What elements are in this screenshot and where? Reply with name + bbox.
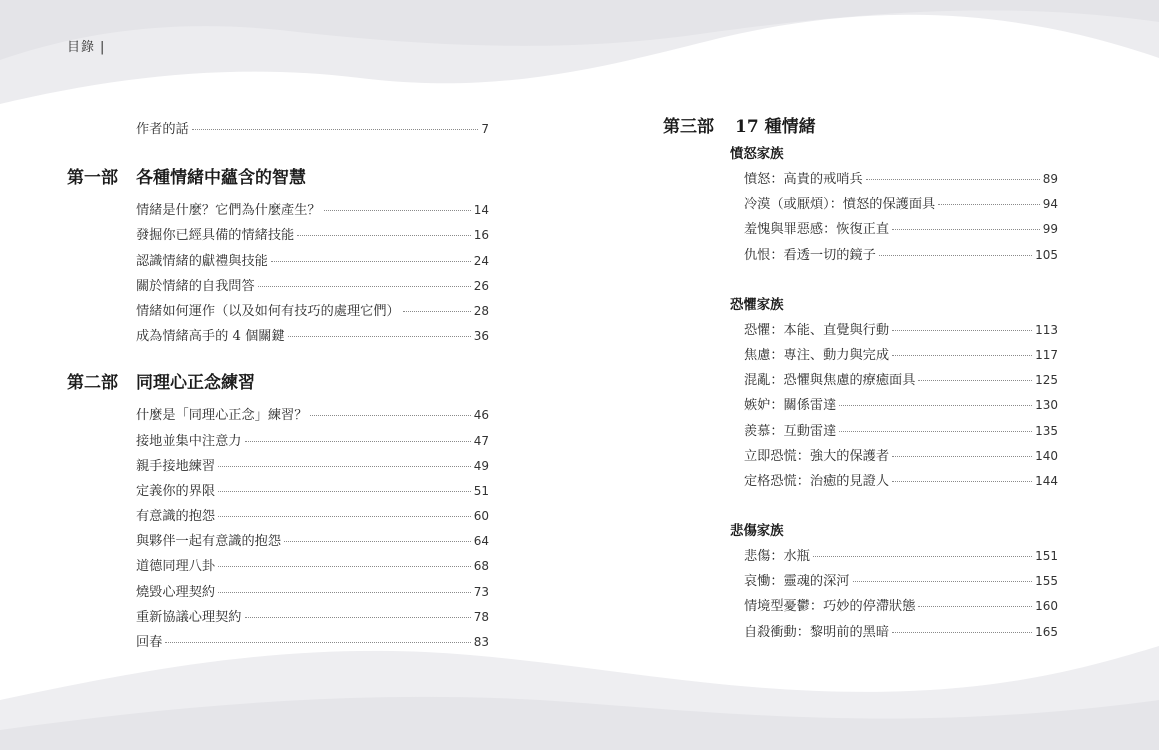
page-number: 64 [473,534,489,549]
entry-title: 什麼是「同理心正念」練習？ [136,408,308,424]
entry-title: 羞愧與罪惡感：恢復正直 [744,222,890,238]
dot-leader [892,229,1040,230]
entry-title: 作者的話 [136,122,189,137]
toc-entry[interactable] [67,324,489,349]
page-number: 60 [473,509,489,524]
toc-entry[interactable] [663,192,1058,217]
toc-entry[interactable] [663,569,1058,594]
dot-leader [403,311,471,312]
dot-leader [165,642,470,643]
entry-title: 哀慟：靈魂的深河 [744,574,850,590]
dot-leader [324,210,471,211]
part-number: 第一部 [67,168,118,189]
dot-leader [218,566,471,567]
entry-title: 恐懼：本能、直覺與行動 [744,322,890,338]
dot-leader [192,129,479,130]
toc-entry[interactable] [663,594,1058,619]
page-number: 89 [1042,172,1058,186]
entry-title: 有意識的抱怨 [136,509,216,525]
part-name: 17 種情緒 [735,117,816,137]
toc-entry[interactable] [67,454,489,479]
toc-entry[interactable] [663,469,1058,494]
dot-leader [892,456,1032,457]
dot-leader [218,491,471,492]
dot-leader [918,380,1032,381]
page-number: 49 [473,458,489,473]
dot-leader [218,516,471,517]
page-number: 73 [473,584,489,599]
page-number: 130 [1035,398,1058,413]
page-number: 28 [473,303,489,318]
toc-entry[interactable] [663,243,1058,268]
toc-entry[interactable] [67,479,489,504]
dot-leader [866,179,1040,180]
page-number: 24 [473,253,489,268]
page-number: 16 [473,228,489,243]
part-number: 第三部 [663,117,714,137]
entry-title: 冷漠（或厭煩）：憤怒的保護面具 [744,197,936,213]
dot-leader [892,355,1032,356]
dot-leader [892,481,1032,482]
toc-entry[interactable] [67,429,489,454]
page-number: 47 [473,433,489,448]
dot-leader [918,606,1032,607]
header-separator: | [100,40,106,55]
part-heading [67,161,489,195]
entry-title: 嫉妒：關係雷達 [744,398,837,414]
toc-entry[interactable] [67,198,489,223]
family-heading: 悲傷家族 [730,523,784,540]
toc-entry[interactable] [663,393,1058,418]
toc-entry[interactable] [67,299,489,324]
page-number: 51 [473,483,489,498]
entry-title: 關於情緒的自我問答 [136,278,255,294]
entry-title: 成為情緒高手的 4 個關鍵 [136,329,285,345]
entry-title: 立即恐慌：強大的保護者 [744,448,890,464]
toc-right-column [663,117,1058,645]
toc-entry[interactable] [67,249,489,274]
page-number: 46 [473,408,489,423]
toc-entry[interactable] [67,223,489,248]
entry-title: 與夥伴一起有意識的抱怨 [136,534,282,550]
dot-leader [245,441,471,442]
page-number: 151 [1035,549,1058,564]
part-name: 各種情緒中蘊含的智慧 [136,168,306,189]
family-heading: 恐懼家族 [730,296,784,313]
toc-entry[interactable] [663,444,1058,469]
page-number: 36 [473,329,489,344]
dot-leader [839,431,1032,432]
page-number: 165 [1035,624,1058,639]
entry-title: 憤怒：高貴的戒哨兵 [744,172,863,187]
entry-title: 混亂：恐懼與焦慮的療癒面具 [744,373,916,389]
dot-leader [284,541,471,542]
entry-title: 接地並集中注意力 [136,433,242,449]
dot-leader [245,617,471,618]
page-number: 78 [473,609,489,624]
dot-leader [258,286,471,287]
dot-leader [813,556,1032,557]
toc-entry[interactable] [663,544,1058,569]
part-name: 同理心正念練習 [136,373,255,394]
dot-leader [938,204,1040,205]
entry-title: 回春 [136,635,163,650]
toc-entry[interactable] [67,504,489,529]
toc-entry[interactable] [663,620,1058,645]
header-title: 目錄 [67,40,96,55]
page-number: 26 [473,278,489,293]
entry-title: 定義你的界限 [136,483,216,499]
page-number: 7 [481,122,489,136]
part-heading [67,366,489,400]
toc-entry[interactable] [67,117,489,142]
toc-entry[interactable] [663,167,1058,192]
toc-entry[interactable] [67,274,489,299]
dot-leader [297,235,470,236]
toc-entry[interactable] [663,368,1058,393]
entry-title: 發掘你已經具備的情緒技能 [136,228,295,244]
toc-entry[interactable] [663,343,1058,368]
page-number: 160 [1035,599,1058,614]
toc-entry[interactable] [663,318,1058,343]
toc-entry[interactable] [67,403,489,428]
dot-leader [892,330,1032,331]
toc-entry[interactable] [67,605,489,630]
page-number: 140 [1035,448,1058,463]
entry-title: 燒毀心理契約 [136,584,216,600]
entry-title: 定格恐慌：治癒的見證人 [744,473,890,489]
page-number: 94 [1042,197,1058,212]
entry-title: 自殺衝動：黎明前的黑暗 [744,624,890,640]
dot-leader [879,255,1032,256]
entry-title: 情緒是什麼？它們為什麼產生？ [136,203,321,219]
toc-entry[interactable] [67,630,489,655]
dot-leader [271,261,471,262]
dot-leader [839,405,1032,406]
entry-title: 親手接地練習 [136,458,216,474]
toc-entry[interactable] [67,554,489,579]
page-number: 117 [1035,347,1058,362]
page-number: 68 [473,559,489,574]
dot-leader [310,415,470,416]
entry-title: 焦慮：專注、動力與完成 [744,347,890,363]
page-number: 14 [473,203,489,218]
dot-leader [853,581,1033,582]
dot-leader [288,336,471,337]
page-number: 99 [1042,222,1058,237]
toc-entry[interactable] [663,217,1058,242]
entry-title: 仇恨：看透一切的鏡子 [744,247,876,263]
entry-title: 重新協議心理契約 [136,609,242,625]
page-number: 105 [1035,247,1058,262]
page-number: 155 [1035,574,1058,589]
family-heading: 憤怒家族 [730,146,784,162]
page-number: 144 [1035,473,1058,488]
page-number: 125 [1035,373,1058,388]
entry-title: 悲傷：水瓶 [744,549,810,565]
page-number: 135 [1035,423,1058,438]
toc-entry[interactable] [663,419,1058,444]
entry-title: 羨慕：互動雷達 [744,423,837,439]
part-number: 第二部 [67,373,118,394]
entry-title: 情境型憂鬱：巧妙的停滯狀態 [744,599,916,615]
part-heading [663,117,1058,137]
dot-leader [218,466,471,467]
entry-title: 情緒如何運作（以及如何有技巧的處理它們） [136,303,400,319]
toc-entry[interactable] [67,529,489,554]
entry-title: 認識情緒的獻禮與技能 [136,253,268,269]
page-number: 83 [473,635,489,649]
page-header [67,36,105,55]
entry-title: 道德同理八卦 [136,559,216,575]
toc-entry[interactable] [67,580,489,605]
toc-left-column [67,117,489,655]
page-number: 113 [1035,322,1058,337]
dot-leader [218,592,471,593]
dot-leader [892,632,1032,633]
